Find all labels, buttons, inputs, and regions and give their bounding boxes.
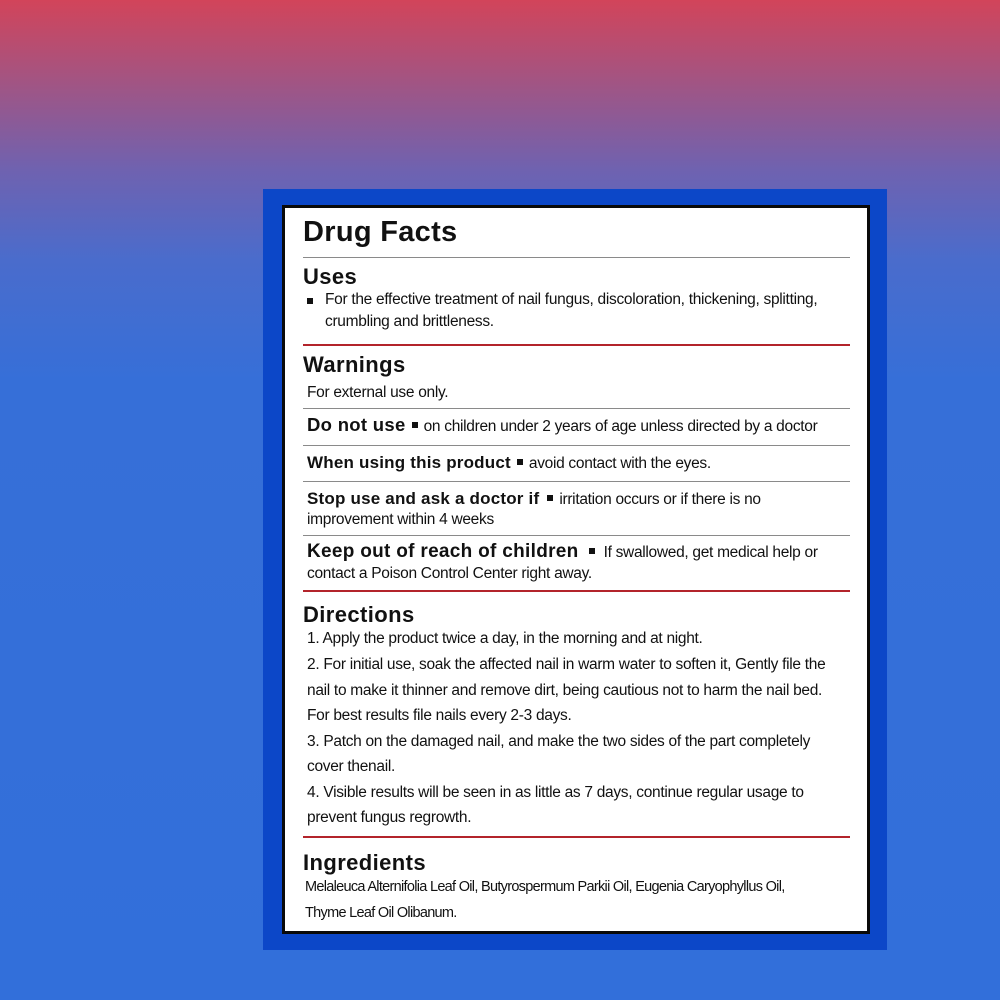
directions-line: prevent fungus regrowth.: [307, 809, 472, 826]
directions-line: For best results file nails every 2-3 days.: [307, 707, 572, 724]
keep-out-label: Keep out of reach of children: [307, 541, 579, 562]
bullet-icon: [517, 459, 523, 465]
ingredients-heading: Ingredients: [303, 850, 426, 875]
ingredients-line2: Thyme Leaf Oil Olibanum.: [305, 905, 457, 921]
keep-out-text-line2: contact a Poison Control Center right away.: [307, 565, 592, 582]
do-not-use-label: Do not use: [307, 414, 406, 435]
keep-out-text-line1: If swallowed, get medical help or: [603, 544, 818, 561]
uses-text-line2: crumbling and brittleness.: [325, 313, 494, 330]
when-using-row: [307, 453, 711, 473]
warnings-heading: Warnings: [303, 352, 406, 377]
directions-line: 4. Visible results will be seen in as little as 7 days, continue regular usage to: [307, 784, 804, 801]
drug-facts-title: Drug Facts: [303, 216, 458, 248]
bullet-icon: [412, 422, 418, 428]
drug-facts-panel: [282, 205, 870, 934]
stop-use-text-line1: irritation occurs or if there is no: [559, 491, 761, 508]
do-not-use-text: on children under 2 years of age unless directed by a doctor: [423, 418, 818, 435]
directions-heading: Directions: [303, 602, 415, 627]
stop-use-row: [307, 489, 761, 509]
divider: [303, 535, 850, 536]
stop-use-text-line2: improvement within 4 weeks: [307, 511, 494, 528]
bullet-icon: [547, 495, 553, 501]
when-using-text: avoid contact with the eyes.: [528, 455, 711, 472]
when-using-label: When using this product: [307, 453, 511, 472]
uses-text-line1: For the effective treatment of nail fungus, discoloration, thickening, splitting,: [325, 291, 818, 308]
directions-line: 2. For initial use, soak the affected nail in warm water to soften it, Gently file the: [307, 656, 826, 673]
directions-line: 1. Apply the product twice a day, in the morning and at night.: [307, 630, 703, 647]
directions-line: 3. Patch on the damaged nail, and make the two sides of the part completely: [307, 733, 811, 750]
bullet-icon: [589, 548, 595, 554]
red-divider: [303, 344, 850, 346]
external-use-text: For external use only.: [307, 384, 449, 401]
divider: [303, 481, 850, 482]
divider: [303, 257, 850, 258]
stop-use-label: Stop use and ask a doctor if: [307, 489, 540, 508]
directions-line: cover thenail.: [307, 758, 395, 775]
keep-out-row: [307, 541, 818, 563]
divider: [303, 408, 850, 409]
red-divider: [303, 836, 850, 838]
red-divider: [303, 590, 850, 592]
uses-heading: Uses: [303, 264, 358, 289]
directions-line: nail to make it thinner and remove dirt, being cautious not to harm the nail bed.: [307, 682, 823, 699]
do-not-use-row: [307, 414, 817, 436]
ingredients-line1: Melaleuca Alternifolia Leaf Oil, Butyrospermum Parkii Oil, Eugenia Caryophyllus Oil,: [305, 879, 785, 895]
divider: [303, 445, 850, 446]
bullet-icon: [307, 298, 313, 304]
